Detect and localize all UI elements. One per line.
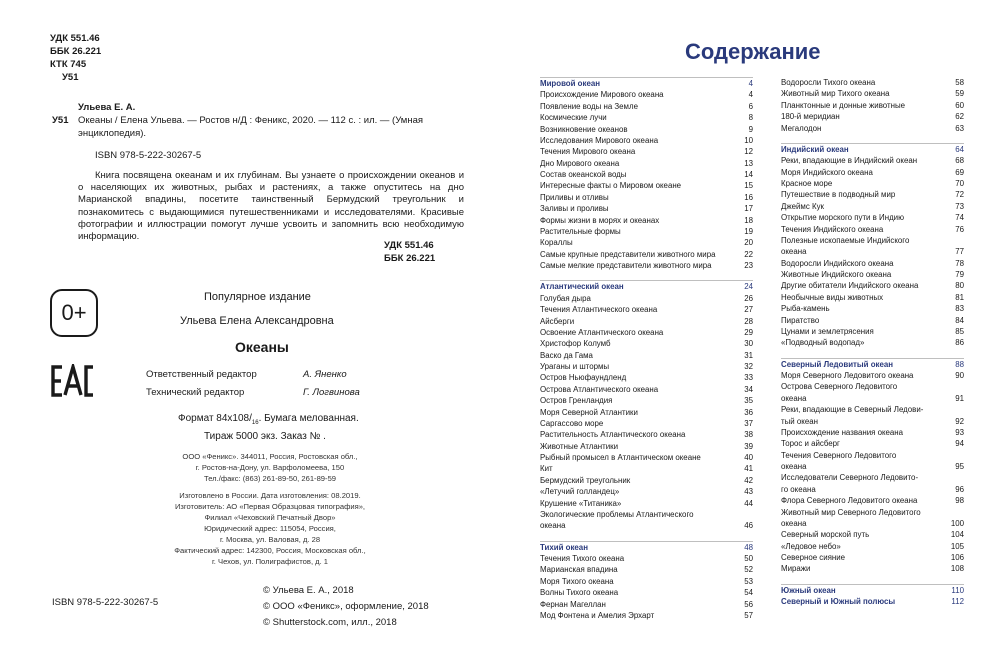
toc-entry [540, 452, 753, 463]
toc-entry-page: 46 [744, 521, 753, 531]
toc-entry [540, 203, 753, 214]
toc-entry [540, 509, 753, 520]
tech-editor-label: Технический редактор [146, 387, 245, 398]
toc-entry-page: 39 [744, 441, 753, 451]
toc-entry-page: 37 [744, 418, 753, 428]
toc-entry [781, 100, 964, 111]
toc-entry-title: Течения Индийского океана [781, 224, 884, 234]
isbn-top: ISBN 978-5-222-30267-5 [95, 150, 202, 161]
toc-entry-page: 12 [744, 147, 753, 157]
toc-entry-page: 17 [744, 204, 753, 214]
toc-entry-page: 110 [951, 585, 964, 595]
toc-entry-title: Реки, впадающие в Северный Ледови- [781, 405, 924, 415]
toc-entry-title: Исследователи Северного Ледовито- [781, 473, 919, 483]
toc-entry-title: Животные Атлантики [540, 441, 618, 451]
toc-entry [781, 201, 964, 212]
toc-entry-title: Джеймс Кук [781, 201, 824, 211]
toc-entry [540, 260, 753, 271]
toc-entry-title: Животный мир Тихого океана [781, 89, 890, 99]
toc-entry [540, 293, 753, 304]
toc-entry-title: Планктонные и донные животные [781, 100, 906, 110]
toc-entry [781, 77, 964, 88]
toc-entry-title: Христофор Колумб [540, 339, 611, 349]
eac-mark-icon [50, 364, 96, 398]
toc-entry-page: 35 [744, 396, 753, 406]
toc-entry [781, 404, 964, 415]
toc-entry [781, 484, 964, 495]
toc-entry-title: Растительные формы [540, 226, 621, 236]
age-rating-badge: 0+ [50, 289, 98, 337]
toc-entry [540, 327, 753, 338]
toc-entry-title: Течения Мирового океана [540, 147, 636, 157]
toc-entry-title: Заливы и проливы [540, 204, 609, 214]
toc-entry-page: 18 [744, 215, 753, 225]
toc-entry-title: Индийский океан [781, 144, 849, 154]
toc-entry-page: 27 [744, 305, 753, 315]
toc-entry-page: 53 [744, 576, 753, 586]
toc-section-heading [781, 584, 964, 596]
toc-entry-title: Самые крупные представители животного мира [540, 249, 716, 259]
toc-entry [540, 576, 753, 587]
toc-entry [540, 101, 753, 112]
toc-entry-page: 94 [955, 439, 964, 449]
toc-section-heading [540, 541, 753, 553]
toc-entry-title: Торос и айсберг [781, 439, 840, 449]
toc-entry-title: Освоение Атлантического океана [540, 327, 664, 337]
tech-editor-name: Г. Логвинова [303, 387, 360, 398]
toc-entry [781, 167, 964, 178]
toc-entry-page: 77 [955, 247, 964, 257]
toc-section-heading [540, 77, 753, 89]
toc-entry-title: Мегалодон [781, 123, 822, 133]
toc-entry-page: 83 [955, 304, 964, 314]
toc-entry-page: 8 [748, 113, 753, 123]
toc-entry-title: Кораллы [540, 238, 573, 248]
toc-entry [540, 316, 753, 327]
toc-entry-title: Айсберги [540, 316, 575, 326]
toc-entry [540, 441, 753, 452]
toc-entry-page: 34 [744, 384, 753, 394]
toc-entry-title: Мод Фонтенa и Амелия Эрхарт [540, 610, 655, 620]
toc-entry-title: Открытие морского пути в Индию [781, 213, 905, 223]
toc-entry-title: Остров Гренландия [540, 396, 613, 406]
toc-entry-page: 42 [744, 475, 753, 485]
toc-entry-page: 104 [950, 530, 964, 540]
toc-entry-title: Атлантический океан [540, 282, 624, 292]
imprint-page [0, 0, 500, 658]
toc-entry [540, 112, 753, 123]
toc-entry-title: Экологические проблемы Атлантического [540, 509, 694, 519]
toc-entry-title: Течения Тихого океана [540, 554, 625, 563]
toc-entry [540, 486, 753, 497]
toc-entry-page: 36 [744, 407, 753, 417]
toc-entry [540, 498, 753, 509]
toc-entry-page: 106 [950, 553, 964, 562]
toc-entry-title: Моря Северного Ледовитого океана [781, 371, 914, 380]
author-heading: Ульева Е. А. [78, 102, 136, 113]
isbn-bottom: ISBN 978-5-222-30267-5 [52, 597, 159, 608]
toc-entry-page: 105 [950, 541, 964, 551]
toc-entry-page: 40 [744, 453, 753, 462]
toc-entry-title: го океана [781, 484, 816, 494]
toc-entry-page: 70 [955, 179, 964, 188]
toc-entry-page: 38 [744, 430, 753, 440]
toc-entry-page: 60 [955, 100, 964, 110]
toc-entry-page: 63 [955, 123, 964, 133]
toc-entry [781, 235, 964, 246]
toc-entry-title: Флора Северного Ледовитого океана [781, 496, 918, 506]
toc-entry [781, 246, 964, 257]
toc-entry-title: Крушение «Титаника» [540, 498, 622, 508]
editor-label: Ответственный редактор [146, 369, 257, 380]
toc-entry-page: 59 [955, 89, 964, 99]
toc-entry [781, 518, 964, 529]
classification-block: УДК 551.46 ББК 26.221 КТК 745 У51 [50, 33, 102, 83]
toc-entry-page: 58 [955, 78, 964, 87]
toc-entry-title: 180-й меридиан [781, 112, 840, 122]
toc-entry-page: 78 [955, 258, 964, 268]
annotation: Книга посвящена океанам и их глубинам. Вы узнаете о происхождении океанов и о населяющих их животных, рыбах и растениях, а также опуститесь на дно Марианской впадины, посетите таинственный Бермудский треугольник и познакомитесь с выдающимися путешественниками и исследователями. Красивые фотографии и иллюстрации помогут лучше усвоить и запомнить всю необходимую информацию. [78, 170, 464, 243]
toc-entry-title: Марианская впадина [540, 565, 618, 575]
toc-entry-page: 100 [950, 518, 964, 528]
toc-entry-page: 52 [744, 565, 753, 575]
toc-entry-page: 74 [955, 213, 964, 223]
toc-entry-title: Волны Тихого океана [540, 588, 619, 598]
toc-entry [781, 123, 964, 134]
toc-entry [540, 135, 753, 146]
toc-entry-page: 112 [951, 597, 964, 607]
toc-entry-page: 26 [744, 293, 753, 303]
toc-entry-page: 19 [744, 226, 753, 236]
toc-entry-page: 13 [744, 158, 753, 168]
toc-entry [540, 587, 753, 598]
toc-entry [781, 450, 964, 461]
toc-entry-title: Происхождение Мирового океана [540, 90, 664, 100]
toc-entry [781, 563, 964, 574]
toc-entry-title: Ураганы и штормы [540, 362, 610, 371]
toc-entry-page: 48 [744, 542, 753, 552]
toc-entry [540, 475, 753, 486]
toc-entry-page: 69 [955, 167, 964, 177]
toc-entry-title: Саргассово море [540, 418, 604, 428]
toc-section-heading [540, 280, 753, 292]
toc-entry-title: Кит [540, 464, 553, 474]
toc-entry [540, 249, 753, 260]
toc-entry-page: 91 [955, 393, 964, 403]
toc-entry-page: 43 [744, 487, 753, 497]
toc-entry-page: 108 [950, 564, 964, 574]
toc-entry-title: Водоросли Индийского океана [781, 258, 894, 268]
toc-entry-page: 93 [955, 427, 964, 437]
toc-entry-page: 85 [955, 326, 964, 336]
toc-entry-page: 92 [955, 416, 964, 426]
toc-entry-page: 56 [744, 599, 753, 609]
toc-entry [781, 495, 964, 506]
toc-entry-title: тый океан [781, 416, 818, 426]
toc-entry [540, 124, 753, 135]
toc-entry-title: Тихий океан [540, 542, 588, 552]
toc-entry-title: Бермудский треугольник [540, 475, 631, 485]
toc-entry-title: Васко да Гама [540, 350, 593, 360]
copyright-block: © Ульева Е. А., 2018 © ООО «Феникс», оформление, 2018 © Shutterstock.com, илл., 2018 [263, 585, 429, 628]
toc-entry-title: Рыбный промысел в Атлантическом океане [540, 453, 701, 462]
toc-entry [540, 215, 753, 226]
toc-entry-page: 88 [955, 359, 964, 369]
toc-entry [781, 269, 964, 280]
toc-entry-title: Северное сияние [781, 553, 846, 562]
toc-entry-title: Появление воды на Земле [540, 101, 638, 111]
toc-entry [540, 407, 753, 418]
toc-entry-page: 96 [955, 484, 964, 494]
toc-entry-title: Голубая дыра [540, 293, 591, 303]
toc-entry [781, 303, 964, 314]
toc-entry [781, 529, 964, 540]
toc-entry [540, 338, 753, 349]
toc-entry-page: 4 [748, 79, 753, 88]
toc-entry-page: 4 [748, 90, 753, 100]
toc-entry-page: 15 [744, 181, 753, 191]
toc-entry [540, 237, 753, 248]
toc-entry [540, 429, 753, 440]
toc-entry-title: Необычные виды животных [781, 292, 884, 302]
toc-entry [540, 599, 753, 610]
toc-entry-title: «Летучий голландец» [540, 487, 620, 497]
toc-entry-title: Северный Ледовитый океан [781, 359, 894, 369]
author-mark: У51 [52, 115, 69, 126]
toc-entry [540, 226, 753, 237]
toc-entry [540, 610, 753, 621]
toc-entry [540, 158, 753, 169]
toc-entry [781, 541, 964, 552]
toc-entry [781, 393, 964, 404]
toc-entry [540, 384, 753, 395]
toc-entry [781, 315, 964, 326]
toc-entry [781, 461, 964, 472]
toc-entry [781, 416, 964, 427]
toc-entry-page: 95 [955, 462, 964, 471]
toc-entry-title: Моря Индийского океана [781, 167, 873, 177]
toc-entry [781, 381, 964, 392]
toc-entry-title: Исследования Мирового океана [540, 135, 659, 145]
toc-entry [540, 372, 753, 383]
toc-entry-title: Водоросли Тихого океана [781, 78, 876, 87]
toc-entry [540, 304, 753, 315]
toc-entry-title: Животный мир Северного Ледовитого [781, 507, 921, 517]
toc-entry [781, 189, 964, 200]
toc-entry-page: 84 [955, 315, 964, 325]
editor-name: А. Яненко [303, 369, 347, 380]
toc-entry-page: 10 [744, 135, 753, 145]
toc-entry [781, 337, 964, 348]
toc-entry-page: 54 [744, 588, 753, 598]
toc-column-1 [540, 77, 753, 621]
toc-entry [540, 418, 753, 429]
toc-entry-page: 79 [955, 270, 964, 279]
toc-entry-page: 62 [955, 112, 964, 122]
toc-entry-page: 16 [744, 192, 753, 202]
toc-entry [540, 169, 753, 180]
toc-entry [781, 292, 964, 303]
toc-entry-page: 68 [955, 156, 964, 166]
toc-entry-title: Цунами и землетрясения [781, 326, 874, 336]
toc-entry-title: Моря Тихого океана [540, 576, 614, 586]
toc-entry [781, 111, 964, 122]
print-run: Тираж 5000 экз. Заказ № . [204, 431, 326, 442]
toc-entry-page: 30 [744, 339, 753, 349]
toc-entry-title: Течения Северного Ледовитого [781, 450, 897, 460]
toc-entry [540, 520, 753, 531]
toc-entry-title: Течения Атлантического океана [540, 305, 658, 315]
toc-entry [781, 224, 964, 235]
toc-entry-page: 44 [744, 498, 753, 508]
toc-entry [781, 370, 964, 381]
toc-entry-title: Интересные факты о Мировом океане [540, 181, 682, 191]
publisher-info: ООО «Феникс». 344011, Россия, Ростовская обл., г. Ростов-на-Дону, ул. Варфоломеева, 150 Тел./факс: (863) 261-89-50, 261-89-59 [182, 452, 358, 483]
toc-entry-title: Северный и Южный полюсы [781, 597, 896, 607]
toc-entry-title: Космические лучи [540, 113, 607, 123]
toc-entry-page: 98 [955, 496, 964, 506]
toc-entry-page: 24 [744, 282, 753, 292]
toc-entry-page: 86 [955, 338, 964, 348]
toc-entry-title: океана [781, 518, 807, 528]
toc-entry-title: Путешествие в подводный мир [781, 190, 896, 200]
manufacturer-info: Изготовлено в России. Дата изготовления: 08.2019. Изготовитель: АО «Первая Образцовая типография», Филиал «Чеховский Печатный Двор» Юридический адрес: 115054, Россия, г. Москва, ул. Валовая, д. 28 Фактический адрес: 142300, Россия, Московская обл., г. Чехов, ул. Полиграфистов, д. 1 [174, 491, 366, 566]
edition-type: Популярное издание [204, 291, 311, 303]
toc-entry-title: океана [781, 462, 807, 471]
toc-entry-page: 76 [955, 224, 964, 234]
toc-entry [781, 438, 964, 449]
toc-entry-page: 22 [744, 249, 753, 259]
toc-entry-page: 6 [748, 101, 753, 111]
toc-entry-title: «Ледовое небо» [781, 541, 841, 551]
toc-entry-page: 32 [744, 362, 753, 371]
toc-entry-title: океана [540, 521, 566, 531]
toc-entry [781, 178, 964, 189]
toc-entry-page: 57 [744, 610, 753, 620]
print-format: Формат $84х108/_{16}$. Бумага мелованная. [178, 413, 359, 426]
toc-entry-page: 41 [744, 464, 753, 474]
toc-entry-title: Возникновение океанов [540, 124, 628, 134]
toc-entry-title: Остров Ньюфаундленд [540, 373, 627, 383]
toc-entry-page: 20 [744, 238, 753, 248]
toc-entry [540, 463, 753, 474]
toc-entry [540, 553, 753, 564]
toc-entry-title: океана [781, 393, 807, 403]
author-fullname: Ульева Елена Александровна [180, 315, 334, 327]
book-title: Океаны [235, 339, 289, 355]
toc-entry-title: Пиратство [781, 315, 820, 325]
toc-entry [540, 146, 753, 157]
toc-entry-title: Острова Северного Ледовитого [781, 382, 898, 392]
toc-entry-title: Острова Атлантического океана [540, 384, 659, 394]
toc-entry [781, 258, 964, 269]
toc-entry-title: Приливы и отливы [540, 192, 609, 202]
toc-entry-title: Северный морской путь [781, 530, 870, 540]
toc-entry-title: Полезные ископаемые Индийского [781, 235, 910, 245]
toc-entry-page: 73 [955, 201, 964, 211]
toc-entry [781, 472, 964, 483]
toc-entry [781, 280, 964, 291]
toc-entry-page: 14 [744, 170, 753, 179]
toc-entry [540, 192, 753, 203]
toc-entry-page: 81 [955, 292, 964, 302]
toc-entry-page: 80 [955, 281, 964, 291]
toc-entry-title: «Подводный водопад» [781, 338, 865, 348]
toc-entry [781, 88, 964, 99]
toc-entry-page: 72 [955, 190, 964, 200]
toc-entry-title: Самые мелкие представители животного мира [540, 261, 712, 270]
toc-entry [540, 180, 753, 191]
toc-entry-title: Другие обитатели Индийского океана [781, 281, 919, 291]
toc-entry-page: 29 [744, 327, 753, 337]
toc-section-heading [781, 358, 964, 370]
toc-title: Содержание [685, 39, 821, 64]
toc-entry-page: 28 [744, 316, 753, 326]
toc-entry-title: Реки, впадающие в Индийский океан [781, 156, 918, 166]
toc-entry [781, 326, 964, 337]
toc-entry [781, 507, 964, 518]
toc-entry [781, 212, 964, 223]
toc-entry [540, 350, 753, 361]
toc-entry [540, 395, 753, 406]
toc-entry-page: 9 [748, 124, 753, 134]
toc-entry [781, 552, 964, 563]
toc-entry-page: 90 [955, 371, 964, 380]
toc-entry [781, 155, 964, 166]
toc-entry-title: Формы жизни в морях и океанах [540, 215, 660, 225]
toc-entry-title: Фернан Магеллан [540, 599, 606, 609]
toc-entry [781, 427, 964, 438]
toc-entry-title: Состав океанской воды [540, 170, 627, 179]
bibliographic-record: Океаны / Елена Ульева. — Ростов н/Д : Феникс, 2020. — 112 с. : ил. — (Умная энциклопедия). [78, 115, 424, 139]
toc-entry-title: Южный океан [781, 585, 836, 595]
toc-entry-title: Растительность Атлантического океана [540, 430, 686, 440]
toc-entry-title: океана [781, 247, 807, 257]
toc-entry-page: 31 [744, 350, 753, 360]
toc-entry-page: 33 [744, 373, 753, 383]
toc-entry-title: Рыба-камень [781, 304, 830, 314]
toc-entry [540, 89, 753, 100]
toc-entry-title: Дно Мирового океана [540, 158, 620, 168]
toc-entry-page: 50 [744, 554, 753, 563]
classification-right: УДК 551.46 ББК 26.221 [384, 240, 436, 264]
toc-entry-title: Моря Северной Атлантики [540, 407, 638, 417]
toc-entry-title: Животные Индийского океана [781, 270, 892, 279]
toc-entry-title: Происхождение названия океана [781, 427, 904, 437]
toc-entry-page: 64 [955, 144, 964, 154]
toc-entry-page: 23 [744, 261, 753, 270]
toc-column-2 [781, 77, 964, 608]
toc-section-heading [781, 143, 964, 155]
toc-entry-title: Мировой океан [540, 79, 600, 88]
toc-entry-title: Миражи [781, 564, 811, 574]
toc-section-heading [781, 596, 964, 607]
toc-entry-title: Красное море [781, 179, 833, 188]
toc-entry [540, 564, 753, 575]
toc-entry [540, 361, 753, 372]
